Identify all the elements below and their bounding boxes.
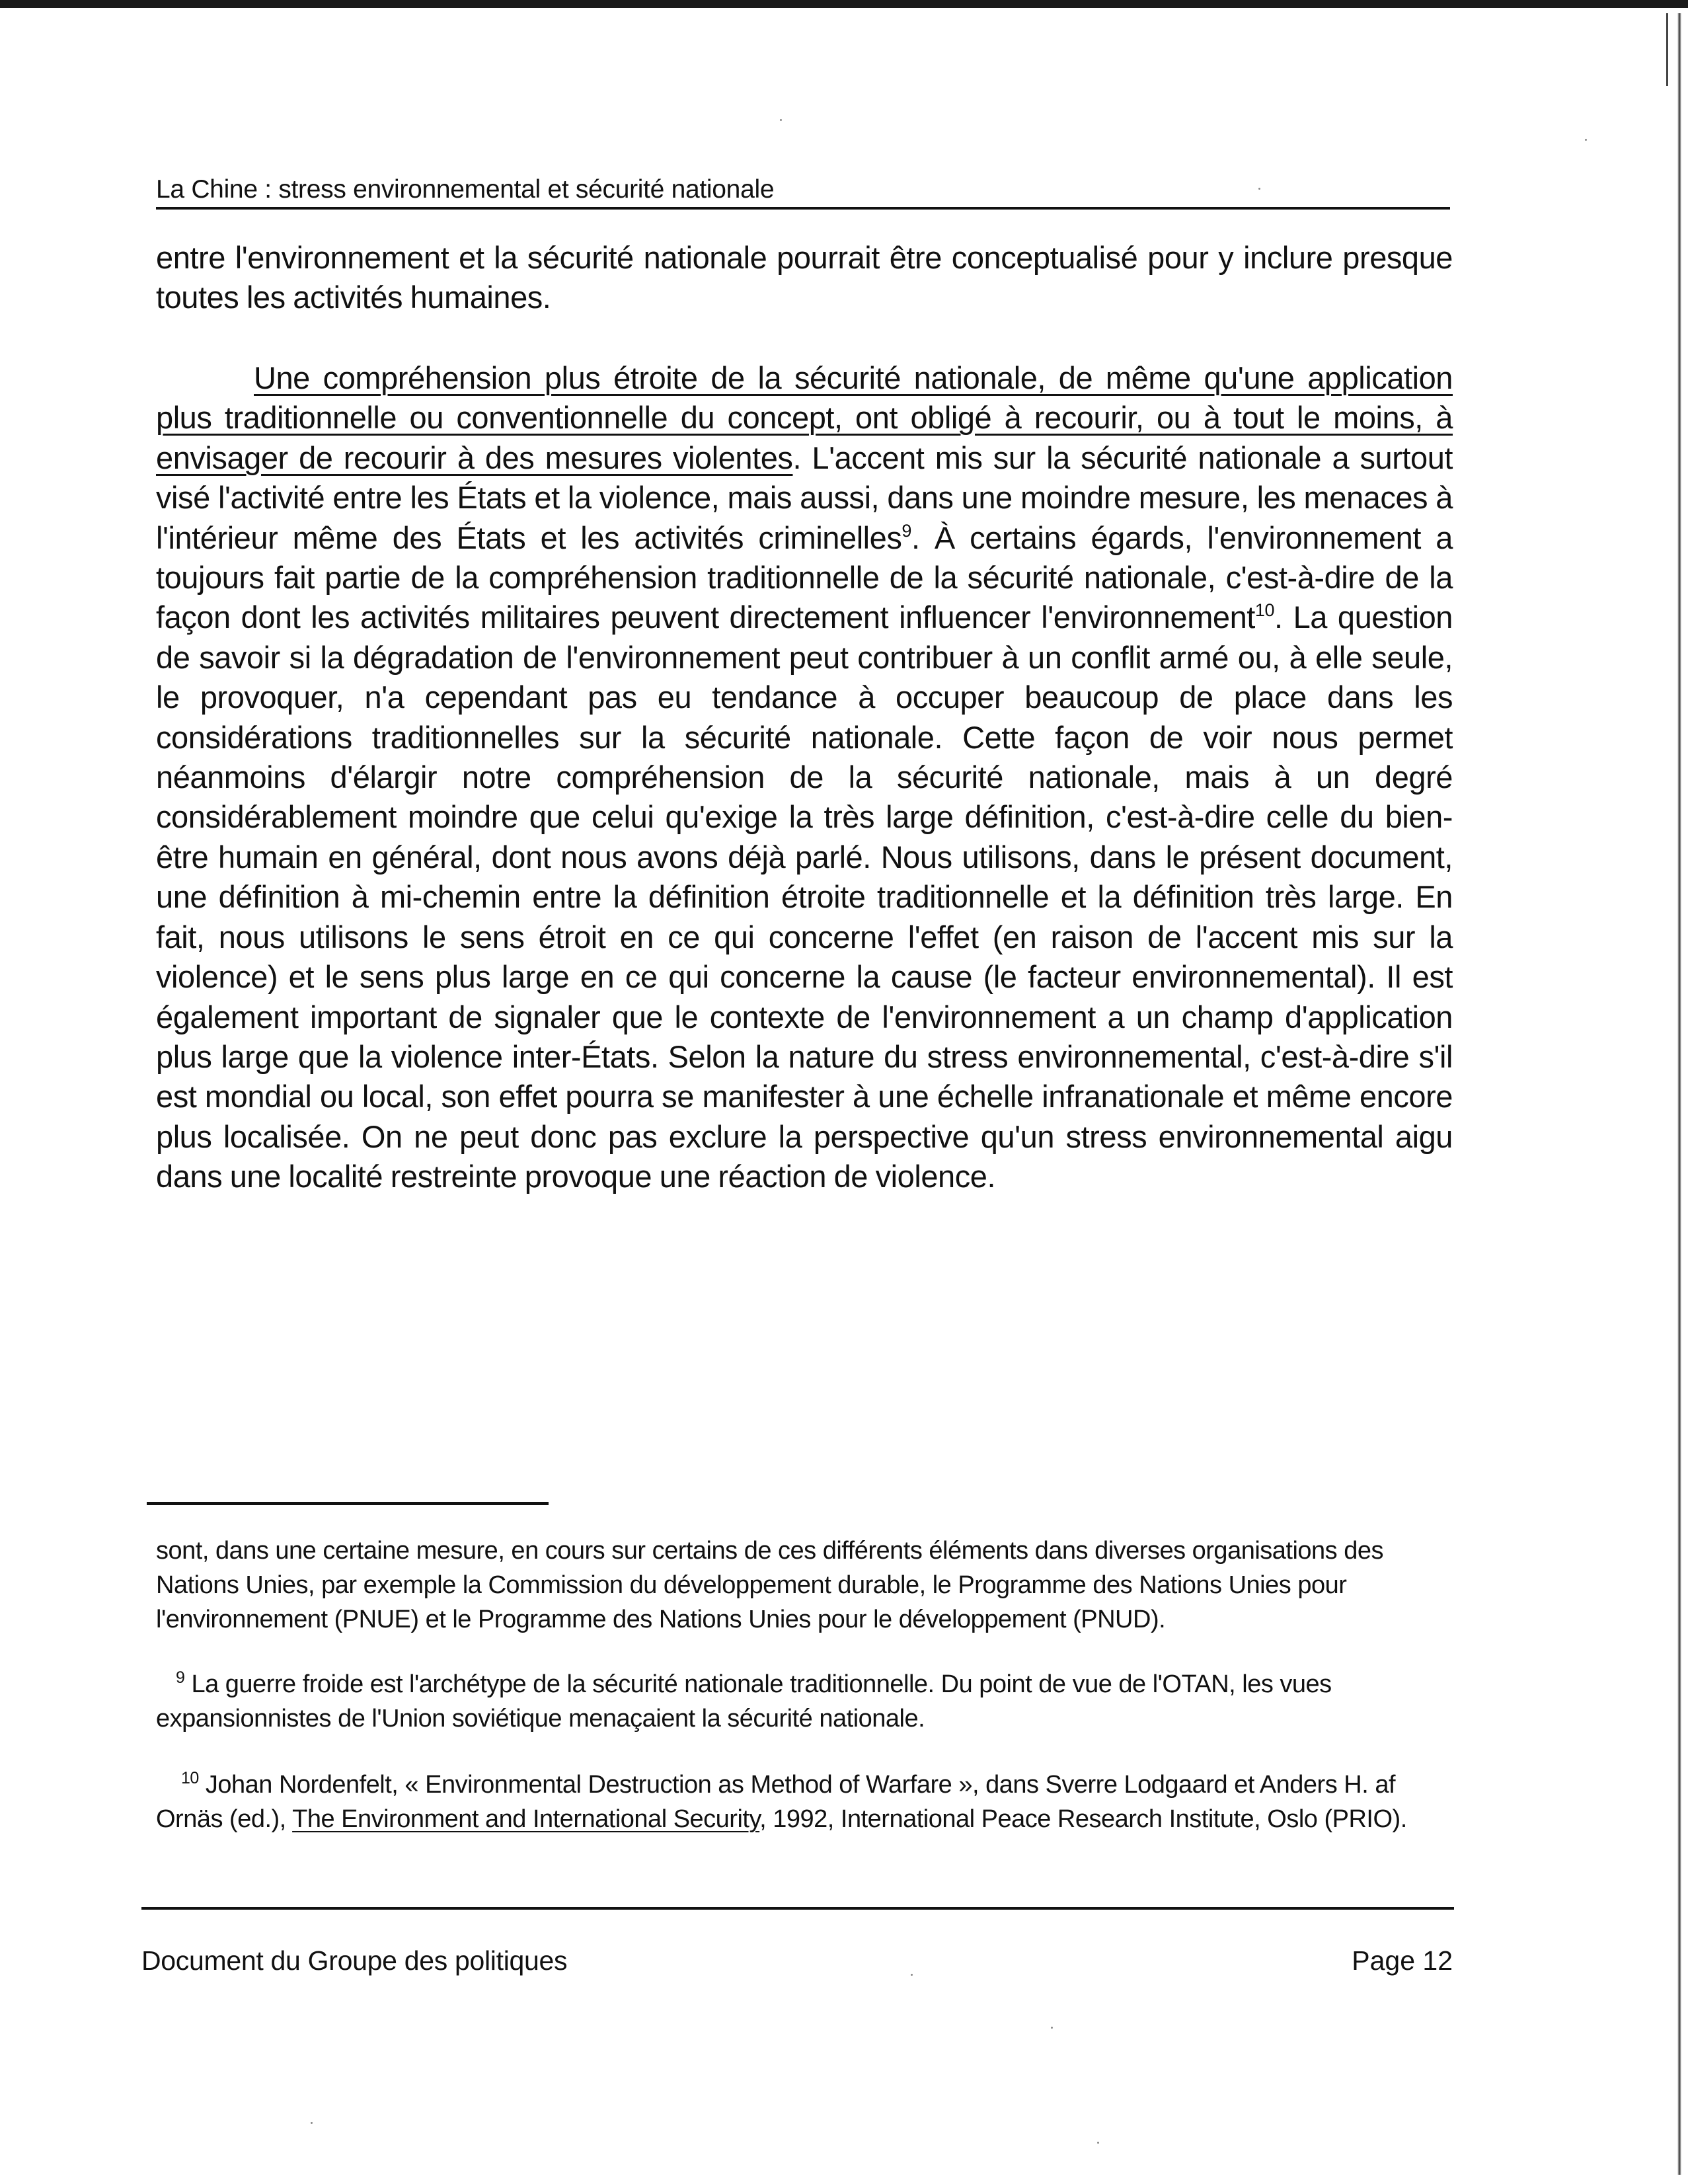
running-header: La Chine : stress environnemental et sécurité nationale bbox=[156, 175, 775, 204]
underlined-passage: Une compréhension plus étroite de la sécurité nationale, de même qu'une application plus traditionnelle ou conventionnelle du concept, ont obligé à recourir, ou à tout le moins, à envisager de recourir à des mesures violentes bbox=[156, 360, 1453, 475]
footnote-number: 10 bbox=[181, 1769, 199, 1787]
footnote-ref-10: 10 bbox=[1254, 600, 1275, 621]
footnote-number: 9 bbox=[176, 1668, 185, 1687]
scan-speck bbox=[911, 1974, 913, 1976]
footnote-10 bbox=[156, 1768, 1453, 1836]
footnote-9 bbox=[156, 1667, 1453, 1736]
footer-document-title: Document du Groupe des politiques bbox=[141, 1945, 568, 1976]
footnote-continued: sont, dans une certaine mesure, en cours sur certains de ces différents éléments dans diverses organisations des Nations Unies, par exemple la Commission du développement durable, le Programme des Nations Unies pour l'environnement (PNUE) et le Programme des Nations Unies pour le développement (PNUD). bbox=[156, 1537, 1384, 1633]
scan-speck bbox=[1097, 2142, 1099, 2144]
paragraph-text: . L'accent mis sur la sécurité nationale a surtout visé l'activité entre les États et la violence, mais aussi, dans une moindre mesure, les menaces à l'intérieur même des États et les activités criminelles bbox=[156, 440, 1453, 555]
paragraph-text: . La question de savoir si la dégradation de l'environnement peut contribuer à un conflit armé ou, à elle seule, le provoquer, n'a cependant pas eu tendance à occuper beaucoup de place dans les considérations traditionnelles sur la sécurité nationale. Cette façon de voir nous permet néanmoins d'élargir notre compréhension de la sécurité nationale, mais à un degré considérablement moindre que celui qu'exige la très large définition, c'est-à-dire celle du bien-être humain en général, dont nous avons déjà parlé. Nous utilisons, dans le présent document, une définition à mi-chemin entre la définition étroite traditionnelle et la définition très large. En fait, nous utilisons le sens étroit en ce qui concerne l'effet (en raison de l'accent mis sur la violence) et le sens plus large en ce qui concerne la cause (le facteur environnemental). Il est également important de signaler que le contexte de l'environnement a un champ d'application plus large que la violence inter-États. Selon la nature du stress environnemental, c'est-à-dire s'il est mondial ou local, son effet pourra se manifester à une échelle infranationale et même encore plus localisée. On ne peut donc pas exclure la perspective qu'un stress environnemental aigu dans une localité restreinte provoque une réaction de violence. bbox=[156, 600, 1453, 1194]
footnote-text: La guerre froide est l'archétype de la sécurité nationale traditionnelle. Du point de vue de l'OTAN, les vues expansionnistes de l'Union soviétique menaçaient la sécurité nationale. bbox=[156, 1670, 1332, 1733]
cited-title: The Environment and International Security bbox=[292, 1805, 760, 1833]
scan-speck bbox=[780, 119, 782, 121]
footnote-text: , 1992, International Peace Research Institute, Oslo (PRIO). bbox=[759, 1805, 1407, 1833]
paragraph-text: . À certains égards, l'environnement a toujours fait partie de la compréhension traditionnelle de la sécurité nationale, c'est-à-dire de la façon dont les activités militaires peuvent directement influencer l'environnement bbox=[156, 520, 1453, 635]
scan-top-border bbox=[0, 0, 1688, 8]
scan-speck bbox=[1258, 188, 1260, 190]
footnote-ref-9: 9 bbox=[902, 520, 911, 541]
header-rule bbox=[156, 207, 1450, 210]
page-number: Page 12 bbox=[1352, 1945, 1453, 1976]
scan-right-edge bbox=[1677, 13, 1681, 2175]
footnote-text: Johan Nordenfelt, « Environmental Destruction as Method of Warfare », dans Sverre Lodgaard et Anders H. af Ornäs (ed.), bbox=[156, 1771, 1396, 1833]
body-paragraph-1: entre l'environnement et la sécurité nationale pourrait être conceptualisé pour y inclure presque toutes les activités humaines. bbox=[156, 240, 1453, 315]
scan-speck bbox=[311, 2122, 313, 2124]
footer-rule bbox=[141, 1907, 1454, 1910]
footnote-separator bbox=[147, 1502, 549, 1505]
scan-speck bbox=[1051, 2027, 1053, 2029]
scan-edge-mark bbox=[1666, 13, 1668, 86]
scan-speck bbox=[1585, 139, 1587, 141]
body-paragraph-2 bbox=[156, 358, 1453, 1197]
